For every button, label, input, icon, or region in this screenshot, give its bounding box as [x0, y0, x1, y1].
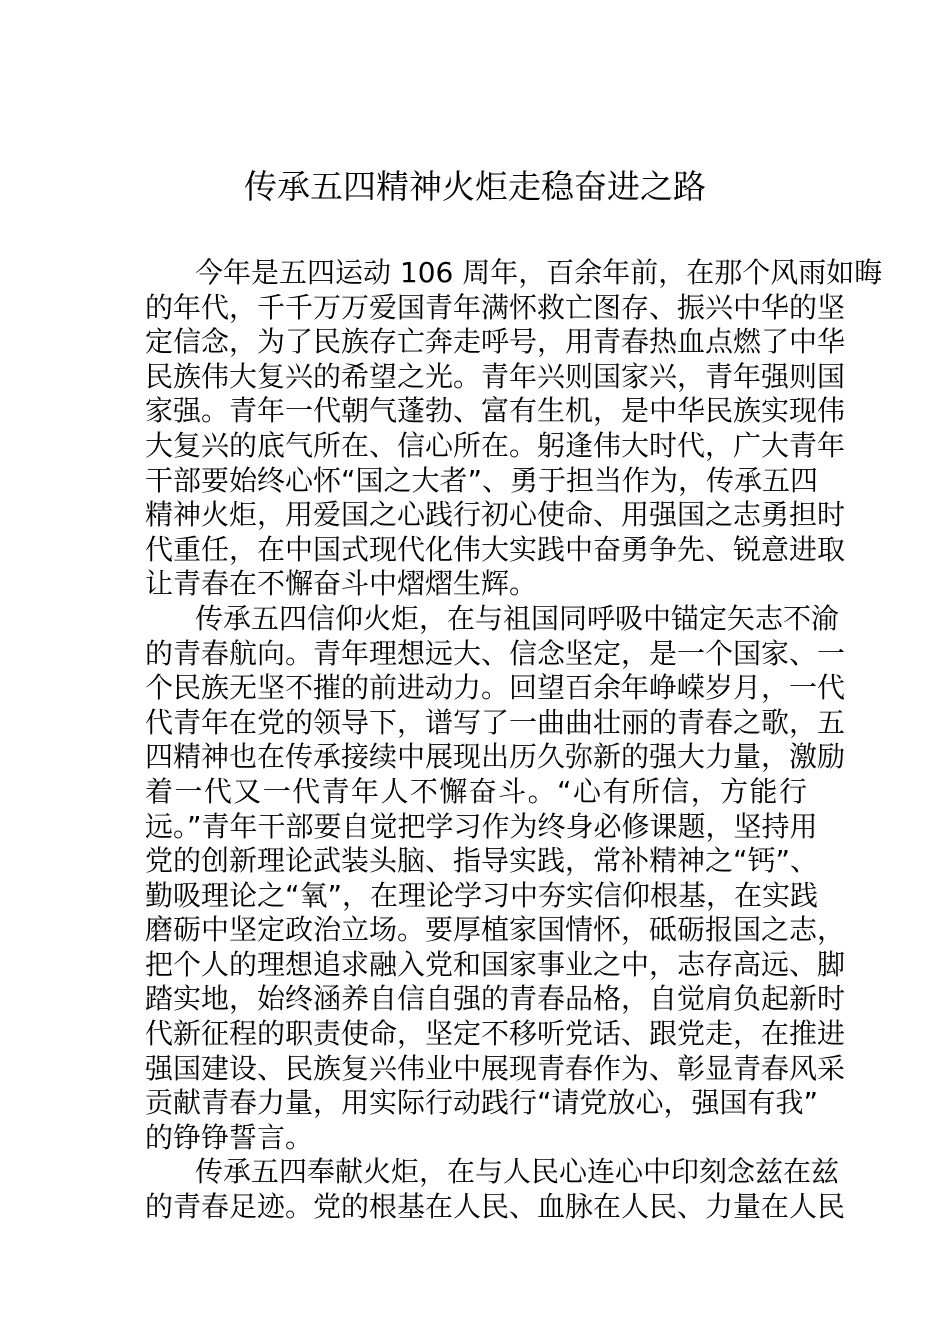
paragraph-line: 精神火炬，用爱国之心践行初心使命、用强国之志勇担时 — [145, 498, 846, 532]
paragraph-line: 让青春在不懈奋斗中熠熠生辉。 — [145, 567, 538, 601]
document-body — [145, 256, 883, 1225]
paragraph-line: 踏实地，始终涵养自信自强的青春品格，自觉肩负起新时 — [145, 982, 846, 1016]
paragraph-line: 把个人的理想追求融入党和国家事业之中，志存高远、脚 — [145, 947, 846, 981]
paragraph-line: 的铮铮誓言。 — [145, 1120, 314, 1154]
paragraph-line: 远。”青年干部要自觉把学习作为终身必修课题，坚持用 — [145, 809, 818, 843]
paragraph-line: 的青春足迹。党的根基在人民、血脉在人民、力量在人民 — [145, 1190, 846, 1224]
paragraph-line: 磨砺中坚定政治立场。要厚植家国情怀，砥砺报国之志， — [145, 913, 846, 947]
paragraph-line: 定信念，为了民族存亡奔走呼号，用青春热血点燃了中华 — [145, 325, 846, 359]
paragraph-line: 传承五四信仰火炬，在与祖国同呼吸中锚定矢志不渝 — [195, 601, 840, 635]
paragraph-line: 着一代又一代青年人不懈奋斗。“心有所信，方能行 — [145, 774, 807, 808]
paragraph-line: 大复兴的底气所在、信心所在。躬逢伟大时代，广大青年 — [145, 428, 846, 462]
paragraph-line: 干部要始终心怀“国之大者”、勇于担当作为，传承五四 — [145, 463, 819, 497]
paragraph-line: 党的创新理论武装头脑、指导实践，常补精神之“钙”、 — [145, 844, 819, 878]
paragraph-line: 勤吸理论之“氧”，在理论学习中夯实信仰根基，在实践 — [145, 878, 819, 912]
paragraph-line: 民族伟大复兴的希望之光。青年兴则国家兴，青年强则国 — [145, 359, 846, 393]
paragraph-line: 的年代，千千万万爱国青年满怀救亡图存、振兴中华的坚 — [145, 290, 846, 324]
paragraph — [145, 601, 846, 1156]
paragraph-line: 今年是五四运动 106 周年，百余年前，在那个风雨如晦 — [195, 256, 883, 289]
paragraph-line: 贡献青春力量，用实际行动践行“请党放心，强国有我” — [145, 1086, 819, 1120]
paragraph-line: 四精神也在传承接续中展现出历久弥新的强大力量，激励 — [145, 740, 846, 774]
paragraph-line: 个民族无坚不摧的前进动力。回望百余年峥嵘岁月，一代 — [145, 671, 846, 705]
paragraph-line: 代新征程的职责使命，坚定不移听党话、跟党走，在推进 — [145, 1017, 846, 1051]
paragraph-line: 传承五四奉献火炬，在与人民心连心中印刻念兹在兹 — [195, 1155, 840, 1189]
paragraph-line: 强国建设、民族复兴伟业中展现青春作为、彰显青春风采 — [145, 1051, 846, 1085]
paragraph-line: 的青春航向。青年理想远大、信念坚定，是一个国家、一 — [145, 636, 846, 670]
document-title: 传承五四精神火炬走稳奋进之路 — [244, 167, 706, 206]
paragraph — [145, 1155, 846, 1224]
paragraph-line: 家强。青年一代朝气蓬勃、富有生机，是中华民族实现伟 — [145, 394, 846, 428]
paragraph-line: 代重任，在中国式现代化伟大实践中奋勇争先、锐意进取 — [145, 532, 846, 566]
paragraph-line: 代青年在党的领导下，谱写了一曲曲壮丽的青春之歌，五 — [145, 705, 846, 739]
paragraph — [145, 256, 883, 602]
